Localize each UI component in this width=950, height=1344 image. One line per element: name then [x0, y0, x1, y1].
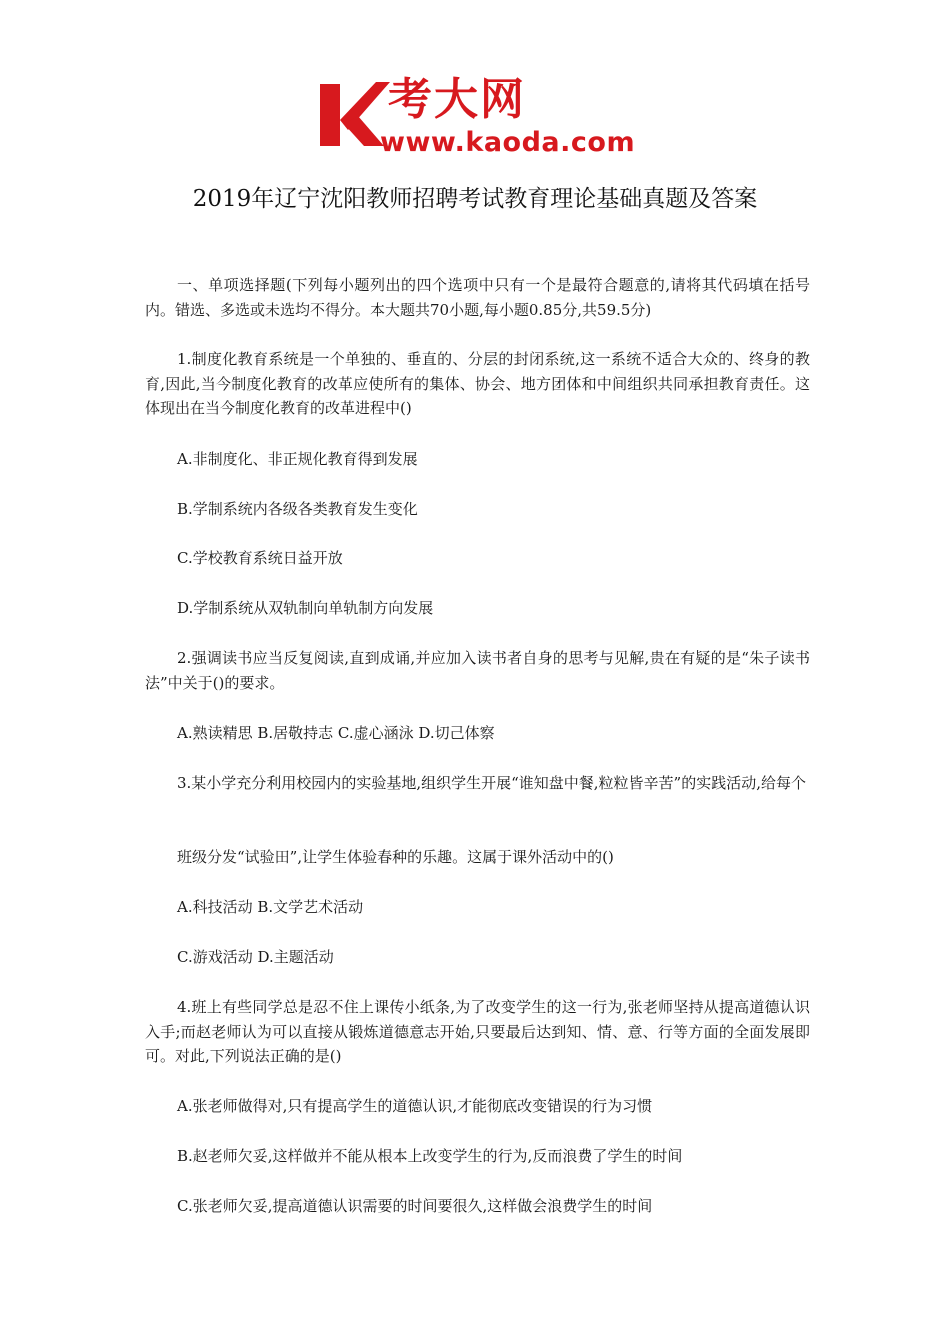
question-1-option-b: B.学制系统内各级各类教育发生变化: [177, 500, 418, 518]
section-intro: 一、单项选择题(下列每小题列出的四个选项中只有一个是最符合题意的,请将其代码填在括号内。错选、多选或未选均不得分。本大题共70小题,每小题0.85分,共59.5分): [145, 276, 810, 319]
question-2-options: A.熟读精思 B.居敬持志 C.虚心涵泳 D.切己体察: [177, 724, 495, 742]
question-1-option-a: A.非制度化、非正规化教育得到发展: [177, 450, 418, 468]
logo-url-text: www.kaoda.com: [380, 127, 636, 158]
question-2-stem: 2.强调读书应当反复阅读,直到成诵,并应加入读书者自身的思考与见解,贵在有疑的是“朱子读书法”中关于()的要求。: [145, 649, 810, 692]
site-logo: [318, 74, 638, 162]
question-4-option-a: A.张老师做得对,只有提高学生的道德认识,才能彻底改变错误的行为习惯: [177, 1097, 653, 1115]
question-4-option-b: B.赵老师欠妥,这样做并不能从根本上改变学生的行为,反而浪费了学生的时间: [177, 1147, 683, 1165]
question-3-options-line-2: C.游戏活动 D.主题活动: [177, 948, 334, 966]
question-1-option-c: C.学校教育系统日益开放: [177, 549, 343, 567]
question-3-stem-continued: 班级分发“试验田”,让学生体验春种的乐趣。这属于课外活动中的(): [177, 848, 614, 866]
document-title: 2019年辽宁沈阳教师招聘考试教育理论基础真题及答案: [192, 186, 758, 212]
logo-brand-text: 考大网: [388, 74, 526, 125]
question-1-option-d: D.学制系统从双轨制向单轨制方向发展: [177, 599, 434, 617]
question-3-options-line-1: A.科技活动 B.文学艺术活动: [177, 898, 364, 916]
question-4-option-c: C.张老师欠妥,提高道德认识需要的时间要很久,这样做会浪费学生的时间: [177, 1197, 653, 1215]
question-4-stem: 4.班上有些同学总是忍不住上课传小纸条,为了改变学生的这一行为,张老师坚持从提高道德认识入手;而赵老师认为可以直接从锻炼道德意志开始,只要最后达到知、情、意、行等方面的全面发展即可。对此,下列说法正确的是(): [145, 998, 810, 1065]
question-3-stem: 3.某小学充分利用校园内的实验基地,组织学生开展“谁知盘中餐,粒粒皆辛苦”的实践活动,给每个: [177, 774, 806, 792]
question-1-stem: 1.制度化教育系统是一个单独的、垂直的、分层的封闭系统,这一系统不适合大众的、终身的教育,因此,当今制度化教育的改革应使所有的集体、协会、地方团体和中间组织共同承担教育责任。这体现出在当今制度化教育的改革进程中(): [145, 350, 810, 417]
